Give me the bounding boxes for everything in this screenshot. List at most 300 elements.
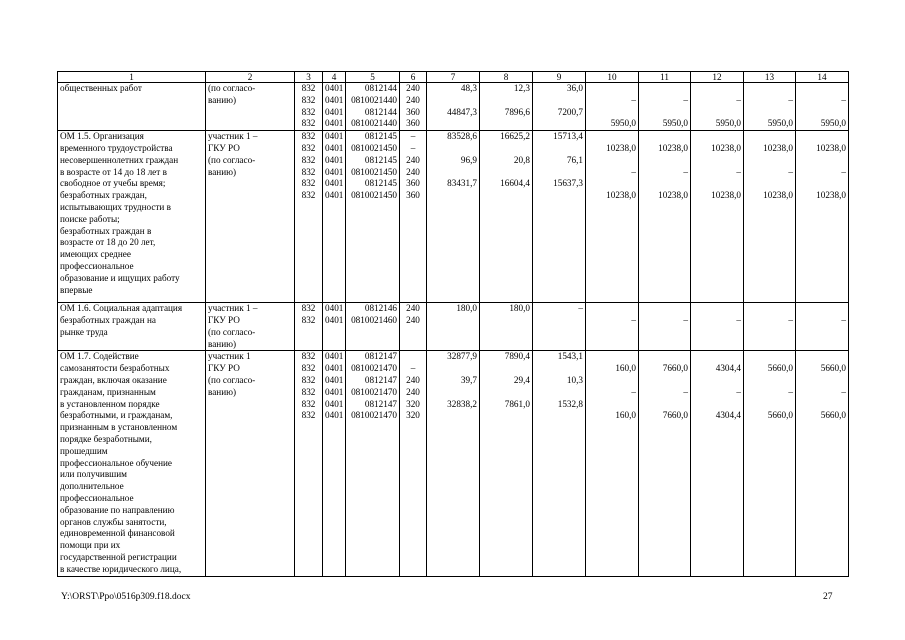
cell-line: – (683, 314, 688, 325)
cell-y2020 (796, 131, 849, 303)
cell-line (535, 95, 583, 107)
cell-line (429, 410, 477, 422)
cell-line: 240 (406, 314, 420, 325)
cell-line: – (410, 131, 416, 142)
cell-y2019 (744, 303, 796, 351)
cell-line: 10,3 (566, 374, 583, 385)
cell-total (427, 83, 480, 131)
cell-line: 10238,0 (763, 142, 793, 153)
cell-line (482, 167, 530, 179)
table-row (58, 131, 849, 303)
cell-line: имеющих среднее (60, 249, 131, 260)
cell-total (427, 351, 480, 576)
cell-line: – (841, 314, 846, 325)
cell-line: образование по направлению (60, 504, 175, 515)
cell-line: ОМ 1.5. Организация (60, 131, 144, 142)
cell-line (746, 303, 793, 315)
cell-line (693, 107, 741, 119)
cell-line: 320 (406, 398, 420, 409)
cell-line: 7890,4 (504, 351, 530, 362)
cell-name (58, 303, 206, 351)
column-header-9: 9 (533, 72, 586, 83)
cell-line: 0810021470 (351, 363, 397, 374)
cell-y2019 (744, 351, 796, 576)
cell-line (641, 303, 688, 315)
cell-line: 5660,0 (820, 363, 846, 374)
cell-line: 15637,3 (553, 178, 583, 189)
cell-line: 240 (406, 94, 420, 105)
cell-line: 16625,2 (500, 131, 530, 142)
cell-line: безработных граждан, (60, 190, 147, 201)
cell-line: несовершеннолетних граждан (60, 154, 179, 165)
cell-line: 5950,0 (767, 118, 793, 129)
cell-line: государственной регистрации (60, 551, 177, 562)
cell-line: 10238,0 (606, 190, 636, 201)
cell-rzpr (323, 131, 346, 303)
cell-line (482, 95, 530, 107)
cell-line: 39,7 (460, 374, 477, 385)
cell-vr (400, 83, 427, 131)
cell-line: прошедшим (60, 445, 108, 456)
cell-line: впервые (60, 284, 93, 295)
cell-line (746, 83, 793, 95)
cell-line: участник 1 (208, 351, 251, 362)
column-header-10: 10 (586, 72, 639, 83)
cell-line: 10238,0 (658, 190, 688, 201)
cell-line: 160,0 (615, 410, 636, 421)
cell-y2020 (796, 83, 849, 131)
cell-line (746, 131, 793, 143)
cell-line: 0812144 (364, 83, 397, 93)
cell-line (798, 107, 846, 119)
cell-line: 360 (406, 118, 420, 129)
cell-y2020 (796, 303, 849, 351)
cell-line (641, 155, 688, 167)
cell-line: 0401 (325, 398, 344, 409)
cell-line: 10238,0 (711, 190, 741, 201)
cell-line (429, 143, 477, 155)
page-number: 27 (823, 592, 833, 602)
cell-line: 0401 (325, 190, 344, 201)
cell-y2017 (639, 131, 691, 303)
cell-line: 320 (406, 410, 420, 421)
cell-line: возрасте от 18 до 20 лет, (60, 237, 156, 248)
column-header-2: 2 (206, 72, 295, 83)
cell-line: 83528,6 (447, 131, 477, 142)
cell-line: 83431,7 (447, 178, 477, 189)
cell-line (535, 363, 583, 375)
cell-line: самозанятости безработных (60, 363, 170, 374)
cell-line: 832 (301, 131, 316, 142)
cell-line: 0812145 (364, 131, 397, 142)
cell-grbs (295, 131, 323, 303)
cell-line: 5660,0 (820, 410, 846, 421)
cell-line: органов службы занятости, (60, 516, 167, 527)
cell-line (429, 118, 477, 130)
cell-y2015 (533, 303, 586, 351)
cell-line (641, 83, 688, 95)
cell-line: 832 (301, 363, 316, 374)
cell-line: 29,4 (513, 374, 530, 385)
cell-line (798, 375, 846, 387)
cell-line (693, 399, 741, 411)
cell-line (429, 190, 477, 202)
cell-line: 96,9 (460, 154, 477, 165)
cell-line (588, 107, 636, 119)
cell-line: 0812145 (364, 178, 397, 189)
cell-line (641, 375, 688, 387)
cell-line: порядке безработными, (60, 433, 152, 444)
cell-line: ванию) (208, 386, 237, 397)
cell-line: 7896,6 (504, 106, 530, 117)
cell-line: 832 (301, 374, 316, 385)
cell-line: 832 (301, 178, 316, 189)
cell-line (693, 178, 741, 190)
cell-line (693, 375, 741, 387)
cell-line (798, 303, 846, 315)
cell-line: 832 (301, 118, 316, 129)
cell-csr (346, 131, 400, 303)
cell-line: 12,3 (513, 83, 530, 93)
cell-executor (206, 131, 295, 303)
cell-line: – (631, 166, 636, 177)
cell-line: – (736, 386, 741, 397)
cell-line: 0401 (325, 83, 344, 93)
cell-line: в качестве юридического лица, (60, 563, 182, 574)
cell-line (535, 167, 583, 179)
cell-line (693, 83, 741, 95)
cell-line: ванию) (208, 94, 237, 105)
cell-line: 0401 (325, 94, 344, 105)
cell-line: 5950,0 (820, 118, 846, 129)
cell-line (693, 155, 741, 167)
cell-line: 0401 (325, 374, 344, 385)
cell-line: признанным в установленном (60, 422, 178, 433)
cell-y2015 (533, 83, 586, 131)
cell-line (535, 387, 583, 399)
cell-y2016 (586, 303, 639, 351)
cell-line: – (788, 94, 793, 105)
cell-line: 32877,9 (447, 351, 477, 362)
cell-line: 0810021450 (351, 166, 397, 177)
cell-y2018 (691, 303, 744, 351)
cell-line: 0812146 (364, 303, 397, 314)
cell-y2018 (691, 131, 744, 303)
cell-line: 0401 (325, 363, 344, 374)
cell-executor (206, 83, 295, 131)
cell-csr (346, 303, 400, 351)
cell-y2016 (586, 351, 639, 576)
cell-line: 0401 (325, 154, 344, 165)
cell-y2017 (639, 83, 691, 131)
cell-line (429, 363, 477, 375)
cell-name (58, 351, 206, 576)
cell-line (746, 375, 793, 387)
cell-line: 36,0 (566, 83, 583, 93)
cell-line: – (631, 314, 636, 325)
cell-csr (346, 83, 400, 131)
column-header-1: 1 (58, 72, 206, 83)
cell-line: 7200,7 (557, 106, 583, 117)
cell-line (588, 155, 636, 167)
cell-line: – (683, 94, 688, 105)
cell-line: ГКУ РО (208, 363, 240, 374)
cell-line: 240 (406, 386, 420, 397)
cell-line: – (410, 363, 416, 374)
cell-line: 10238,0 (658, 142, 688, 153)
cell-line: профессиональное обучение (60, 457, 172, 468)
cell-line (641, 351, 688, 363)
cell-line: 0401 (325, 118, 344, 129)
cell-line: 180,0 (509, 303, 530, 314)
cell-line (402, 351, 424, 363)
cell-grbs (295, 303, 323, 351)
cell-line: 4304,4 (715, 410, 741, 421)
cell-line: 0810021460 (351, 314, 397, 325)
cell-line: 20,8 (513, 154, 530, 165)
cell-line (641, 399, 688, 411)
cell-line: 832 (301, 303, 316, 314)
cell-line: 832 (301, 410, 316, 421)
cell-line: ОМ 1.7. Содействие (60, 351, 139, 362)
cell-line: участник 1 – (208, 131, 258, 142)
cell-line: 1532,8 (557, 398, 583, 409)
cell-line: 832 (301, 398, 316, 409)
cell-line: дополнительное (60, 481, 124, 492)
cell-line: в установленном порядке (60, 398, 160, 409)
cell-line: 0810021470 (351, 386, 397, 397)
cell-line (798, 155, 846, 167)
cell-line: 832 (301, 83, 316, 93)
cell-grbs (295, 83, 323, 131)
cell-y2019 (744, 131, 796, 303)
cell-y2014 (480, 351, 533, 576)
document-file-path: Y:\ORST\Ppo\0516p309.f18.docx (61, 592, 191, 602)
cell-line (588, 375, 636, 387)
cell-line: 832 (301, 142, 316, 153)
cell-line: 832 (301, 166, 316, 177)
column-header-13: 13 (744, 72, 796, 83)
cell-y2014 (480, 83, 533, 131)
cell-line: 0401 (325, 166, 344, 177)
cell-line (482, 363, 530, 375)
cell-line: участник 1 – (208, 303, 258, 314)
table-row (58, 303, 849, 351)
cell-line: – (788, 166, 793, 177)
cell-line (641, 178, 688, 190)
cell-line (693, 351, 741, 363)
table-header-row (58, 72, 849, 83)
cell-y2015 (533, 131, 586, 303)
cell-line: 32838,2 (447, 398, 477, 409)
cell-line: 832 (301, 351, 316, 362)
cell-y2017 (639, 303, 691, 351)
cell-line: (по согласо- (208, 83, 256, 93)
cell-line: 4304,4 (715, 363, 741, 374)
cell-line: гражданам, признанным (60, 386, 156, 397)
cell-y2018 (691, 83, 744, 131)
cell-line (746, 399, 793, 411)
cell-line: 0810021440 (351, 94, 397, 105)
cell-line: безработных граждан в (60, 225, 152, 236)
cell-line (588, 178, 636, 190)
cell-line (693, 131, 741, 143)
cell-line: или получившим (60, 469, 127, 480)
cell-line: испытывающих трудности в (60, 201, 171, 212)
cell-line: профессиональное (60, 492, 134, 503)
cell-y2015 (533, 351, 586, 576)
cell-line: 10238,0 (816, 190, 846, 201)
cell-line: 832 (301, 190, 316, 201)
cell-line: 10238,0 (606, 142, 636, 153)
cell-csr (346, 351, 400, 576)
cell-line: 10238,0 (763, 190, 793, 201)
cell-line: – (736, 94, 741, 105)
cell-line: 240 (406, 303, 420, 314)
cell-y2014 (480, 131, 533, 303)
cell-y2016 (586, 131, 639, 303)
cell-line: рынке труда (60, 326, 108, 337)
cell-line: – (410, 142, 416, 153)
cell-line (588, 399, 636, 411)
cell-line: общественных работ (60, 83, 142, 93)
column-header-7: 7 (427, 72, 480, 83)
cell-line (429, 167, 477, 179)
cell-line: 0401 (325, 142, 344, 153)
cell-line: (по согласо- (208, 326, 256, 337)
cell-line: образование и ищущих работу (60, 272, 180, 283)
cell-line (798, 131, 846, 143)
cell-line (429, 95, 477, 107)
cell-line (693, 303, 741, 315)
cell-line: 44847,3 (447, 106, 477, 117)
cell-line (482, 190, 530, 202)
cell-line: 240 (406, 83, 420, 93)
cell-line (641, 131, 688, 143)
cell-line (746, 351, 793, 363)
cell-line: свободное от учебы время; (60, 178, 166, 189)
column-header-14: 14 (796, 72, 849, 83)
cell-line: безработными, и гражданам, (60, 410, 173, 421)
cell-line (482, 118, 530, 130)
cell-line: – (736, 314, 741, 325)
cell-line: 15713,4 (553, 131, 583, 142)
column-header-11: 11 (639, 72, 691, 83)
cell-line (798, 399, 846, 411)
cell-line: граждан, включая оказание (60, 374, 167, 385)
cell-line (588, 131, 636, 143)
cell-line: – (788, 314, 793, 325)
cell-line: 0401 (325, 131, 344, 142)
column-header-12: 12 (691, 72, 744, 83)
cell-line: 0401 (325, 314, 344, 325)
cell-line: 180,0 (456, 303, 477, 314)
cell-line: 832 (301, 106, 316, 117)
cell-total (427, 303, 480, 351)
cell-line: 0812145 (364, 154, 397, 165)
cell-line (746, 107, 793, 119)
cell-name (58, 83, 206, 131)
cell-line (482, 410, 530, 422)
cell-line (798, 351, 846, 363)
cell-line: 16604,4 (500, 178, 530, 189)
cell-y2019 (744, 83, 796, 131)
cell-line (588, 303, 636, 315)
cell-total (427, 131, 480, 303)
cell-line: 48,3 (460, 83, 477, 93)
cell-line: 0810021450 (351, 190, 397, 201)
cell-name (58, 131, 206, 303)
cell-y2016 (586, 83, 639, 131)
cell-line: 10238,0 (816, 142, 846, 153)
cell-line: 7660,0 (662, 363, 688, 374)
cell-line: 832 (301, 154, 316, 165)
cell-line: – (841, 386, 846, 397)
column-header-6: 6 (400, 72, 427, 83)
cell-y2020 (796, 351, 849, 576)
cell-line: – (578, 303, 583, 314)
cell-y2014 (480, 303, 533, 351)
cell-line: 7861,0 (504, 398, 530, 409)
column-header-5: 5 (346, 72, 400, 83)
cell-line (535, 410, 583, 422)
cell-line (746, 155, 793, 167)
cell-line: 1543,1 (557, 351, 583, 362)
cell-line: 7660,0 (662, 410, 688, 421)
cell-grbs (295, 351, 323, 576)
cell-line: помощи при их (60, 540, 121, 551)
cell-vr (400, 131, 427, 303)
cell-line: 0812147 (364, 374, 397, 385)
cell-line: поиске работы; (60, 213, 120, 224)
cell-line: – (631, 386, 636, 397)
cell-line: (по согласо- (208, 154, 256, 165)
cell-line: – (841, 166, 846, 177)
cell-line: ГКУ РО (208, 314, 240, 325)
cell-y2017 (639, 351, 691, 576)
table-row (58, 351, 849, 576)
cell-line: 832 (301, 94, 316, 105)
cell-line: 0401 (325, 386, 344, 397)
column-header-8: 8 (480, 72, 533, 83)
cell-line: единовременной финансовой (60, 528, 175, 539)
cell-rzpr (323, 303, 346, 351)
cell-line (746, 178, 793, 190)
cell-line: 0401 (325, 351, 344, 362)
cell-vr (400, 351, 427, 576)
budget-table (57, 71, 849, 577)
cell-line (482, 143, 530, 155)
cell-rzpr (323, 351, 346, 576)
cell-line: ГКУ РО (208, 142, 240, 153)
cell-line: 0401 (325, 303, 344, 314)
cell-executor (206, 351, 295, 576)
cell-line (588, 351, 636, 363)
cell-line: ванию) (208, 338, 237, 349)
cell-line: безработных граждан на (60, 314, 156, 325)
cell-line: 832 (301, 314, 316, 325)
cell-line: 0812147 (364, 398, 397, 409)
cell-line: 0401 (325, 410, 344, 421)
cell-line: 5950,0 (715, 118, 741, 129)
cell-line: в возрасте от 14 до 18 лет в (60, 166, 167, 177)
cell-line (535, 118, 583, 130)
cell-line (429, 387, 477, 399)
cell-line: ванию) (208, 166, 237, 177)
cell-line: – (683, 386, 688, 397)
cell-line: 0401 (325, 178, 344, 189)
cell-line: (по согласо- (208, 374, 256, 385)
